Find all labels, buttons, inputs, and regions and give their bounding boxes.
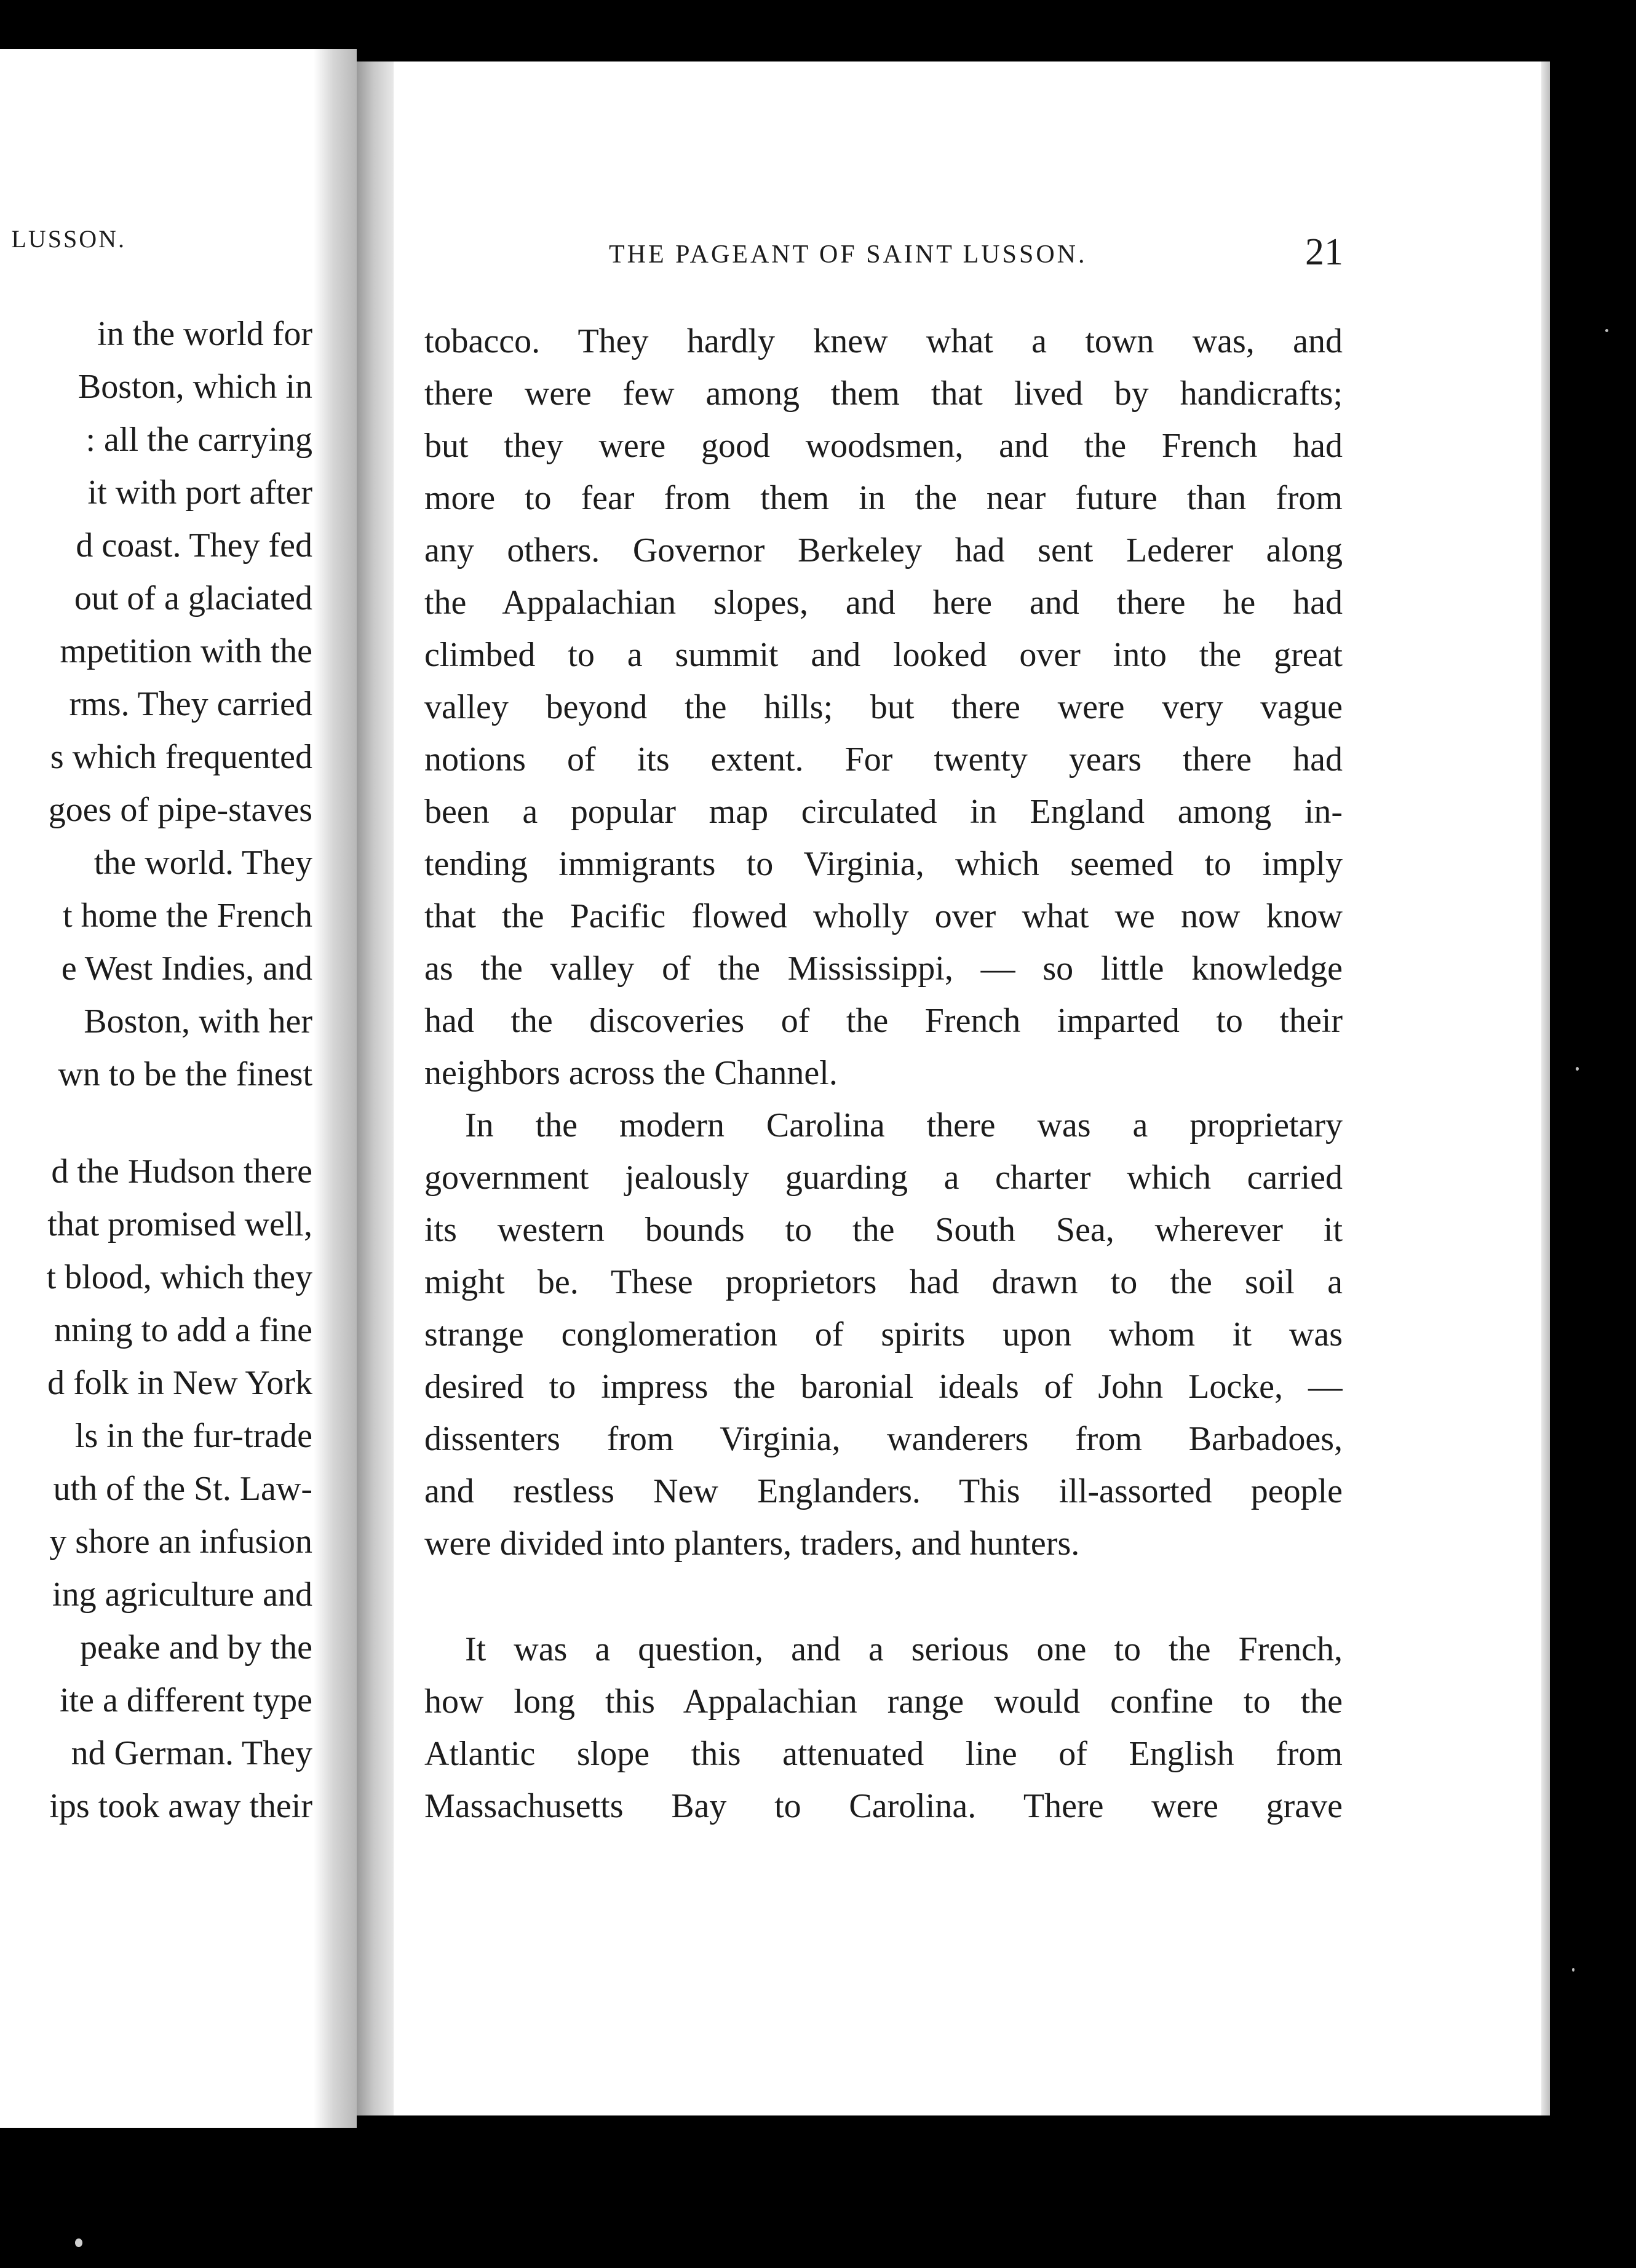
text-line: the Appalachian slopes, and here and there he had: [424, 584, 1343, 622]
text-line: its western bounds to the South Sea, wherever it: [424, 1211, 1343, 1249]
left-page: [0, 49, 357, 2128]
left-line: d folk in New York: [47, 1364, 312, 1402]
left-line: : all the carrying: [85, 421, 312, 459]
text-line: might be. These proprietors had drawn to the soil a: [424, 1263, 1343, 1301]
left-line: s which frequented: [50, 738, 312, 776]
left-line: d coast. They fed: [76, 526, 312, 565]
text-line: climbed to a summit and looked over into the great: [424, 636, 1343, 674]
page-edge: [1541, 61, 1550, 2115]
text-line: but they were good woodsmen, and the French had: [424, 427, 1343, 465]
left-line: ips took away their: [49, 1787, 312, 1825]
left-line: goes of pipe-staves: [48, 791, 312, 829]
left-line: wn to be the finest: [58, 1055, 312, 1093]
text-line: tobacco. They hardly knew what a town was, and: [424, 322, 1343, 360]
text-line: notions of its extent. For twenty years there had: [424, 740, 1343, 779]
left-line: mpetition with the: [60, 632, 312, 670]
text-line: and restless New Englanders. This ill-assorted people: [424, 1472, 1343, 1510]
text-line: been a popular map circulated in England among in-: [424, 793, 1343, 831]
left-running-head: LUSSON.: [11, 225, 126, 253]
text-line: neighbors across the Channel.: [424, 1054, 838, 1092]
text-line: how long this Appalachian range would confine to the: [424, 1683, 1343, 1721]
text-line: dissenters from Virginia, wanderers from Barbadoes,: [424, 1420, 1343, 1458]
left-line: t home the French: [63, 897, 312, 935]
text-line: any others. Governor Berkeley had sent Lederer along: [424, 531, 1343, 569]
text-line: tending immigrants to Virginia, which seemed to imply: [424, 845, 1343, 883]
text-line: government jealously guarding a charter which carried: [424, 1159, 1343, 1197]
left-line: e West Indies, and: [61, 950, 312, 988]
left-line: peake and by the: [80, 1628, 312, 1667]
left-page-text: [0, 307, 312, 1833]
text-line: valley beyond the hills; but there were very vague: [424, 688, 1343, 726]
text-line: had the discoveries of the French imparted to their: [424, 1002, 1343, 1040]
scan-speck: [1576, 1067, 1579, 1071]
scan-speck: [1605, 329, 1608, 332]
left-line: nning to add a fine: [54, 1311, 312, 1349]
text-line: as the valley of the Mississippi, — so little knowledge: [424, 950, 1343, 988]
left-line: ite a different type: [59, 1681, 312, 1719]
left-line: in the world for: [97, 315, 312, 353]
left-line: ing agriculture and: [52, 1576, 312, 1614]
running-head: THE PAGEANT OF SAINT LUSSON.: [609, 240, 1087, 269]
text-line: strange conglomeration of spirits upon whom it was: [424, 1315, 1343, 1354]
scan-speck: [1572, 1968, 1574, 1972]
text-line: In the modern Carolina there was a proprietary: [465, 1106, 1343, 1144]
text-line: Atlantic slope this attenuated line of English from: [424, 1735, 1343, 1773]
left-line: nd German. They: [71, 1734, 312, 1772]
left-line: rms. They carried: [69, 685, 312, 723]
left-line: y shore an infusion: [49, 1523, 312, 1561]
left-line: t blood, which they: [46, 1258, 312, 1296]
text-line: It was a question, and a serious one to the French,: [465, 1630, 1343, 1668]
text-line: that the Pacific flowed wholly over what we now know: [424, 897, 1343, 935]
left-line: the world. They: [93, 844, 312, 882]
left-line: d the Hudson there: [51, 1152, 312, 1191]
scan-speck: [75, 2238, 82, 2247]
left-line: Boston, with her: [84, 1002, 312, 1041]
left-line: out of a glaciated: [74, 579, 312, 617]
text-line: Massachusetts Bay to Carolina. There were grave: [424, 1787, 1343, 1825]
text-line: desired to impress the baronial ideals of John Locke, —: [424, 1368, 1343, 1406]
left-line: it with port after: [87, 474, 312, 512]
body-text: [424, 315, 1343, 1833]
text-line: more to fear from them in the near future than from: [424, 479, 1343, 517]
text-line: were divided into planters, traders, and hunters.: [424, 1525, 1080, 1563]
left-line: Boston, which in: [77, 368, 312, 406]
left-line: that promised well,: [47, 1205, 312, 1243]
text-line: there were few among them that lived by handicrafts;: [424, 375, 1343, 413]
page-number: 21: [1305, 231, 1343, 273]
left-line: ls in the fur-trade: [74, 1417, 312, 1455]
left-line: uth of the St. Law-: [53, 1470, 312, 1508]
